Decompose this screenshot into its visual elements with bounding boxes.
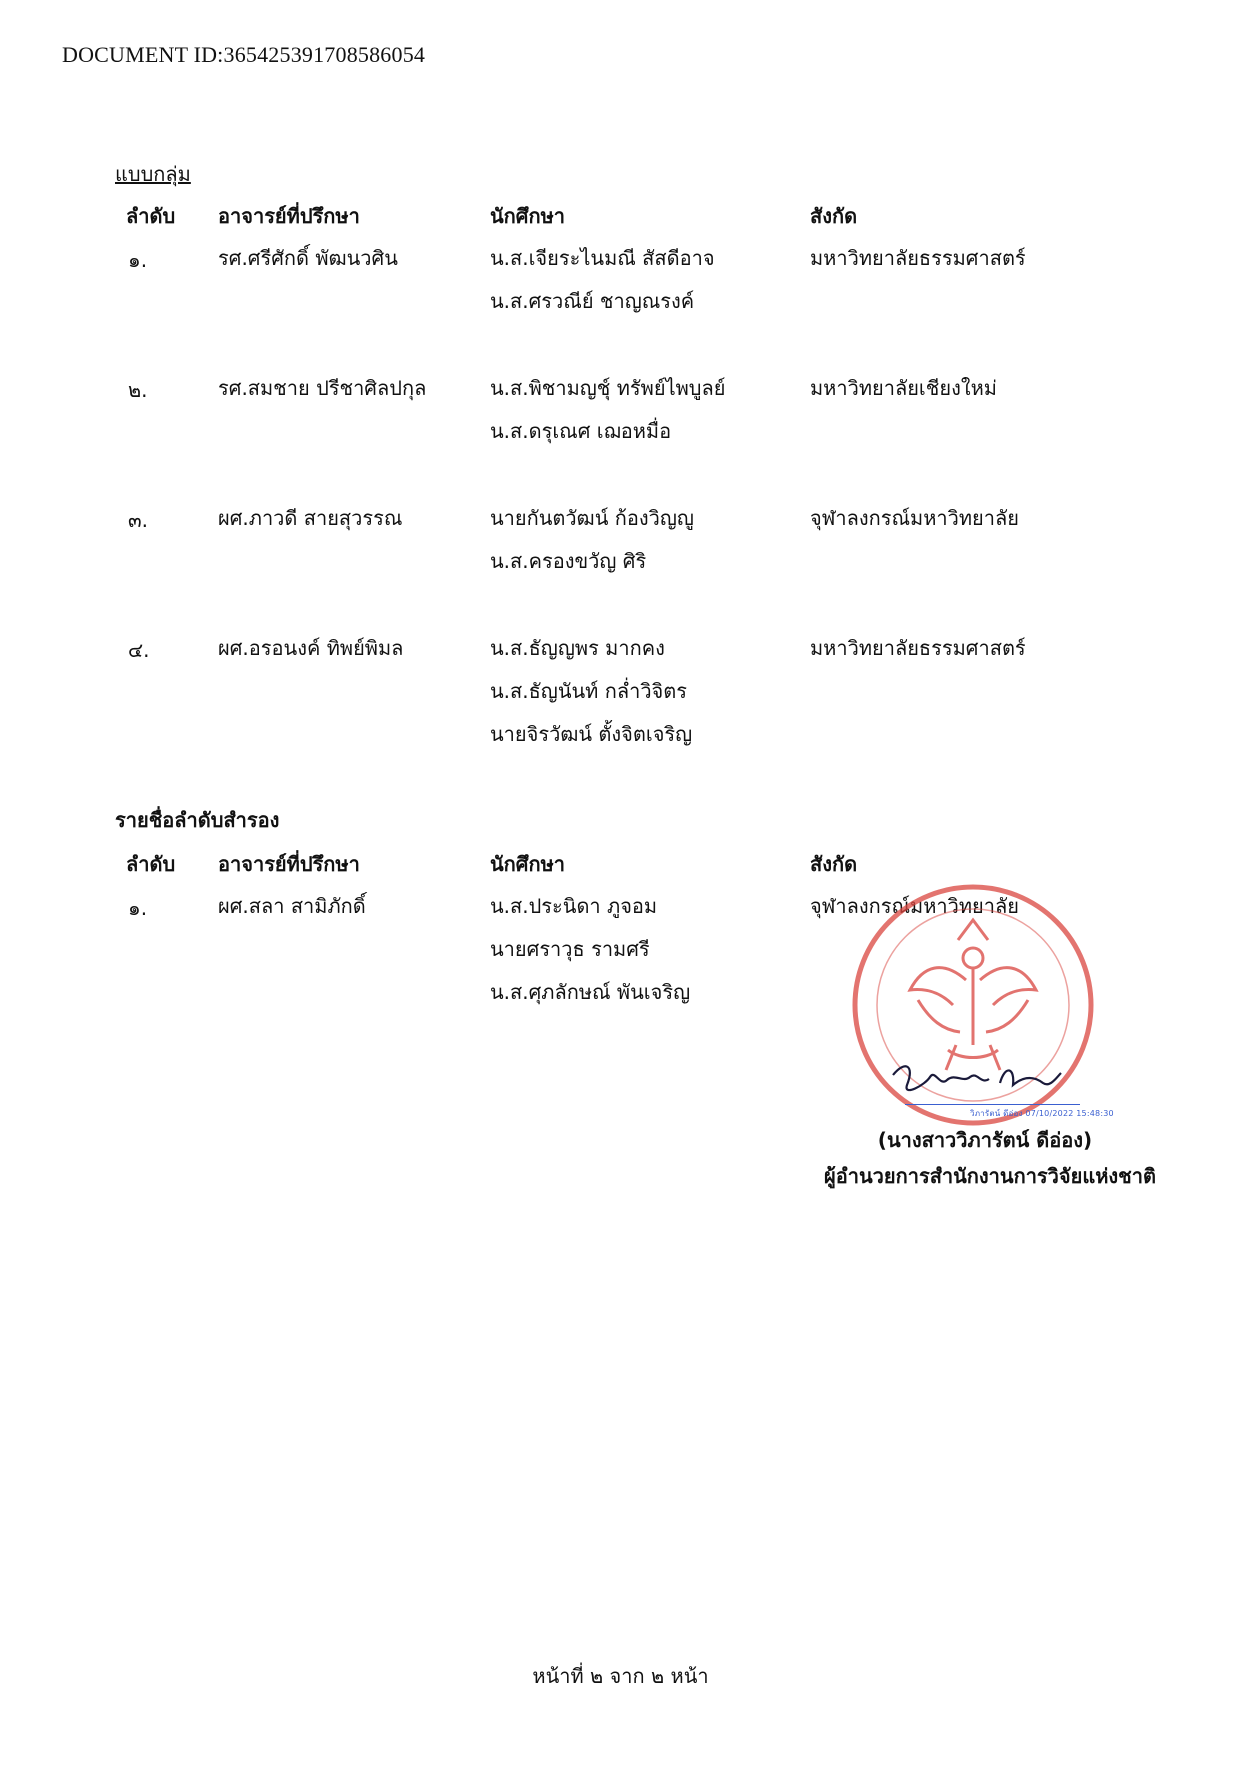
- page-number: หน้าที่ ๒ จาก ๒ หน้า: [532, 1664, 709, 1688]
- row-no: ๒.: [128, 378, 148, 402]
- row-no: ๑.: [128, 896, 148, 920]
- row-advisor: รศ.ศรีศักดิ์ พัฒนวศิน: [218, 246, 398, 270]
- row-affiliation: จุฬาลงกรณ์มหาวิทยาลัย: [810, 894, 1019, 918]
- reserve-section-title: รายชื่อลำดับสำรอง: [115, 808, 280, 832]
- header-affiliation: สังกัด: [810, 204, 858, 228]
- row-affiliation: มหาวิทยาลัยธรรมศาสตร์: [810, 636, 1026, 660]
- signatory-name: (นางสาววิภารัตน์ ดีอ่อง): [877, 1128, 1093, 1152]
- row-student: น.ส.ดรุเณศ เฌอหมื่อ: [490, 419, 672, 443]
- row-student: น.ส.ศุภลักษณ์ พันเจริญ: [490, 980, 691, 1004]
- row-student: นายกันตวัฒน์ ก้องวิญญู: [490, 506, 694, 530]
- digital-signature-stamp: วิภารัตน์ ดีอ่อง 07/10/2022 15:48:30: [970, 1109, 1114, 1118]
- header-advisor: อาจารย์ที่ปรึกษา: [218, 204, 360, 228]
- row-advisor: ผศ.สลา สามิภักดิ์: [218, 894, 366, 918]
- row-no: ๓.: [128, 508, 149, 532]
- row-affiliation: มหาวิทยาลัยเชียงใหม่: [810, 376, 997, 400]
- row-student: น.ส.ธัญญพร มากคง: [490, 636, 665, 660]
- row-student: น.ส.เจียระไนมณี สัสดีอาจ: [490, 246, 715, 270]
- document-id: DOCUMENT ID:365425391708586054: [62, 42, 426, 67]
- signature-icon: [885, 1055, 1065, 1110]
- header-no: ลำดับ: [126, 204, 176, 228]
- signatory-position: ผู้อำนวยการสำนักงานการวิจัยแห่งชาติ: [824, 1164, 1156, 1188]
- header-students: นักศึกษา: [490, 852, 565, 876]
- header-students: นักศึกษา: [490, 204, 565, 228]
- header-advisor: อาจารย์ที่ปรึกษา: [218, 852, 360, 876]
- signature-line: [905, 1104, 1080, 1105]
- row-affiliation: จุฬาลงกรณ์มหาวิทยาลัย: [810, 506, 1019, 530]
- header-affiliation: สังกัด: [810, 852, 858, 876]
- row-student: น.ส.พิชามญชุ์ ทรัพย์ไพบูลย์: [490, 376, 726, 400]
- row-advisor: รศ.สมชาย ปรีชาศิลปกุล: [218, 376, 427, 400]
- handwritten-signature: [885, 1055, 1065, 1114]
- row-student: น.ส.ธัญนันท์ กล่ำวิจิตร: [490, 679, 688, 703]
- row-student: นายศราวุธ รามศรี: [490, 937, 650, 961]
- group-section-title: [115, 158, 191, 190]
- row-advisor: ผศ.ภาวดี สายสุวรรณ: [218, 506, 403, 530]
- row-student: น.ส.ครองขวัญ ศิริ: [490, 549, 647, 573]
- row-advisor: ผศ.อรอนงค์ ทิพย์พิมล: [218, 636, 404, 660]
- header-no: ลำดับ: [126, 852, 176, 876]
- row-no: ๔.: [128, 638, 150, 662]
- row-no: ๑.: [128, 248, 148, 272]
- group-section-title-text: แบบกลุ่ม: [115, 162, 191, 186]
- row-affiliation: มหาวิทยาลัยธรรมศาสตร์: [810, 246, 1026, 270]
- row-student: นายจิรวัฒน์ ตั้งจิตเจริญ: [490, 722, 693, 746]
- row-student: น.ส.ศรวณีย์ ชาญณรงค์: [490, 289, 695, 313]
- row-student: น.ส.ประนิดา ภูจอม: [490, 894, 658, 918]
